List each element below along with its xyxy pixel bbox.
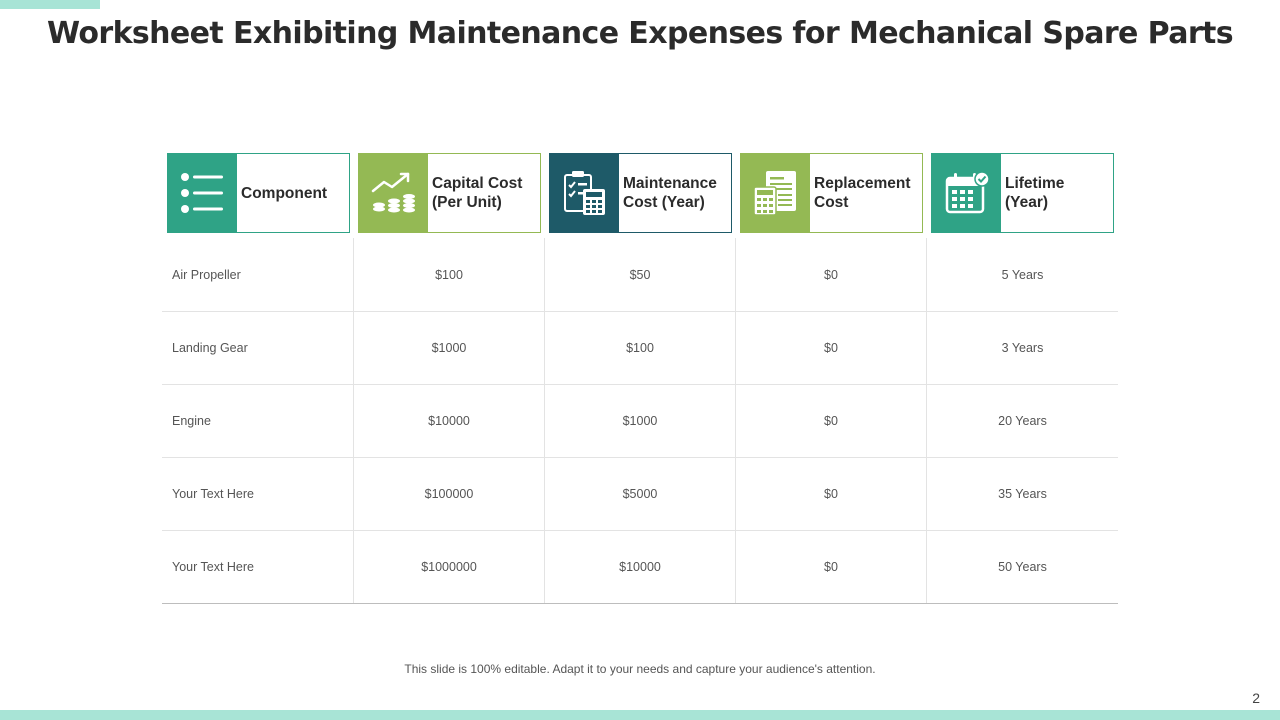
header-replacement-cost-label: Replacement Cost	[814, 175, 911, 211]
cell-capital-cost: $10000	[353, 385, 544, 457]
cell-maintenance-cost: $5000	[544, 458, 735, 530]
header-maintenance-cost-label: Maintenance Cost (Year)	[623, 175, 717, 211]
slide-title: Worksheet Exhibiting Maintenance Expenses for Mechanical Spare Parts	[46, 16, 1234, 51]
cell-capital-cost: $1000000	[353, 531, 544, 603]
table-row	[162, 238, 1118, 311]
cell-component: Your Text Here	[172, 560, 254, 574]
footnote: This slide is 100% editable. Adapt it to your needs and capture your audience's attention.	[404, 662, 876, 676]
cell-replacement-cost: $0	[735, 531, 926, 603]
cell-lifetime: 5 Years	[926, 238, 1118, 311]
calendar-icon	[943, 169, 991, 217]
cell-maintenance-cost: $50	[544, 238, 735, 311]
header-replacement-cost-icon-box	[741, 154, 810, 232]
cell-replacement-cost: $0	[735, 238, 926, 311]
header-maintenance-cost-icon-box	[550, 154, 619, 232]
header-capital-cost-icon-box	[359, 154, 428, 232]
cell-maintenance-cost: $10000	[544, 531, 735, 603]
table-row	[162, 384, 1118, 457]
cell-component: Landing Gear	[172, 341, 248, 355]
cell-lifetime: 20 Years	[926, 385, 1118, 457]
cell-replacement-cost: $0	[735, 385, 926, 457]
header-maintenance-cost	[549, 153, 732, 233]
header-replacement-cost	[740, 153, 923, 233]
cell-maintenance-cost: $100	[544, 312, 735, 384]
clipboard-calculator-icon	[561, 169, 609, 217]
cell-capital-cost: $100000	[353, 458, 544, 530]
cell-lifetime: 3 Years	[926, 312, 1118, 384]
page-number: 2	[1252, 690, 1260, 706]
header-capital-cost-label: Capital Cost (Per Unit)	[432, 175, 523, 211]
invoice-calculator-icon	[752, 169, 800, 217]
cell-capital-cost: $1000	[353, 312, 544, 384]
cell-capital-cost: $100	[353, 238, 544, 311]
top-accent-bar	[0, 0, 100, 9]
header-lifetime	[931, 153, 1114, 233]
expense-table	[162, 238, 1118, 604]
table-row	[162, 457, 1118, 530]
header-lifetime-icon-box	[932, 154, 1001, 232]
header-lifetime-label: Lifetime (Year)	[1005, 175, 1065, 211]
header-component	[167, 153, 350, 233]
cell-replacement-cost: $0	[735, 312, 926, 384]
table-row	[162, 311, 1118, 384]
cell-component: Air Propeller	[172, 267, 241, 282]
cell-lifetime: 35 Years	[926, 458, 1118, 530]
header-capital-cost	[358, 153, 541, 233]
list-icon	[179, 169, 227, 217]
cell-maintenance-cost: $1000	[544, 385, 735, 457]
cell-component: Engine	[172, 414, 211, 428]
bottom-accent-bar	[0, 710, 1280, 720]
header-component-label: Component	[241, 184, 328, 202]
growth-coins-icon	[370, 169, 418, 217]
header-component-icon-box	[168, 154, 237, 232]
cell-component: Your Text Here	[172, 487, 254, 501]
table-row	[162, 530, 1118, 603]
cell-lifetime: 50 Years	[926, 531, 1118, 603]
cell-replacement-cost: $0	[735, 458, 926, 530]
